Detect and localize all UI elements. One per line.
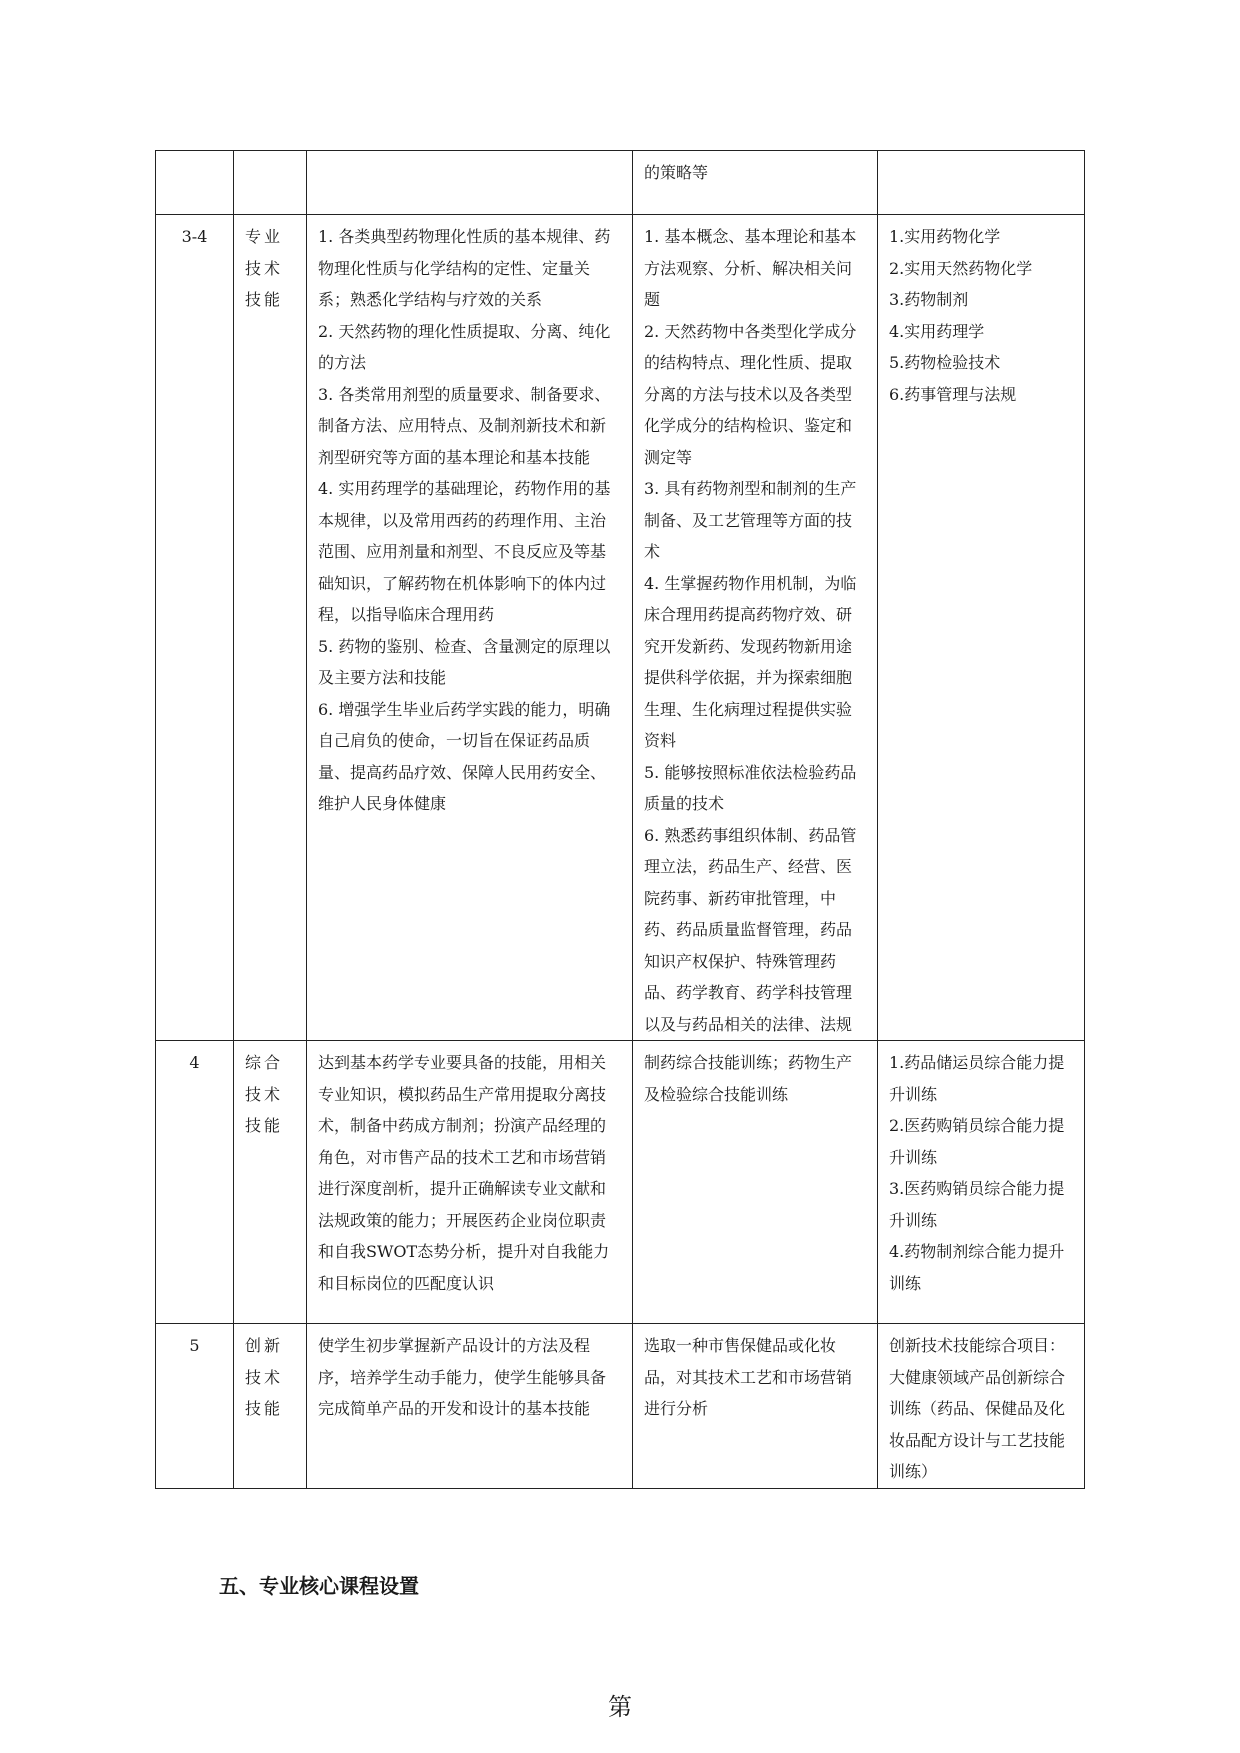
content-item: 3. 各类常用剂型的质量要求、制备要求、制备方法、应用特点、及制剂新技术和新剂型研究等方面的基本理论和基本技能	[318, 384, 611, 467]
semester-cell: 4	[156, 1041, 234, 1324]
table-row	[156, 151, 1085, 215]
content-item: 2. 天然药物的理化性质提取、分离、纯化的方法	[318, 321, 611, 372]
task-cell	[633, 1041, 878, 1324]
content-cell	[307, 151, 633, 215]
task-item: 制药综合技能训练；药物生产及检验综合技能训练	[644, 1053, 853, 1104]
course-item: 4.药物制剂综合能力提升训练	[889, 1242, 1065, 1293]
task-line: 的策略等	[644, 163, 709, 182]
course-item: 6.药事管理与法规	[889, 384, 1017, 404]
content-item: 达到基本药学专业要具备的技能，用相关专业知识，模拟药品生产常用提取分离技术，制备中药成方制剂；扮演产品经理的角色，对市售产品的技术工艺和市场营销进行深度剖析，提升正确解读专业文献和法规政策的能力；开展医药企业岗位职责和自我SWOT态势分析，提升对自我能力和目标岗位的匹配度认识	[318, 1053, 610, 1293]
table-row	[156, 215, 1085, 1041]
category-cell	[234, 151, 307, 215]
semester-cell	[156, 151, 234, 215]
course-item: 4.实用药理学	[889, 321, 985, 341]
content-item: 6. 增强学生毕业后药学实践的能力，明确自己肩负的使命，一切旨在保证药品质量、提高药品疗效、保障人民用药安全、维护人民身体健康	[318, 699, 611, 813]
task-item: 6. 熟悉药事组织体制、药品管理立法，药品生产、经营、医院药事、新药审批管理，中药、药品质量监督管理，药品知识产权保护、特殊管理药品、药学教育、药学科技管理以及与药品相关的法律、法规	[644, 825, 857, 1034]
course-item: 2.实用天然药物化学	[889, 258, 1033, 278]
course-item: 创新技术技能综合项目：大健康领域产品创新综合训练（药品、保健品及化妆品配方设计与工艺技能训练）	[889, 1336, 1066, 1481]
task-item: 选取一种市售保健品或化妆品，对其技术工艺和市场营销进行分析	[644, 1336, 853, 1418]
course-item: 3.医药购销员综合能力提升训练	[889, 1179, 1065, 1230]
content-cell	[307, 1324, 633, 1489]
course-cell	[878, 215, 1085, 1041]
task-item: 4. 生掌握药物作用机制，为临床合理用药提高药物疗效、研究开发新药、发现药物新用途提供科学依据，并为探索细胞生理、生化病理过程提供实验资料	[644, 573, 857, 750]
task-item: 3. 具有药物剂型和制剂的生产制备、及工艺管理等方面的技术	[644, 479, 857, 561]
content-item: 5. 药物的鉴别、检查、含量测定的原理以及主要方法和技能	[318, 636, 611, 687]
curriculum-table	[155, 150, 1085, 1489]
course-item: 1.实用药物化学	[889, 227, 1001, 246]
course-item: 1.药品储运员综合能力提升训练	[889, 1053, 1065, 1104]
task-item: 5. 能够按照标准依法检验药品质量的技术	[644, 762, 857, 813]
content-item: 使学生初步掌握新产品设计的方法及程序，培养学生动手能力，使学生能够具备完成简单产品的开发和设计的基本技能	[318, 1336, 607, 1418]
content-cell	[307, 215, 633, 1041]
category-cell: 综合技术技能	[234, 1041, 307, 1324]
content-cell	[307, 1041, 633, 1324]
category-cell: 创新技术技能	[234, 1324, 307, 1489]
page-footer: 第	[608, 1693, 632, 1721]
task-cell	[633, 1324, 878, 1489]
content-item: 4. 实用药理学的基础理论，药物作用的基本规律，以及常用西药的药理作用、主治范围、应用剂量和剂型、不良反应及等基础知识，了解药物在机体影响下的体内过程，以指导临床合理用药	[318, 479, 611, 624]
semester-cell: 5	[156, 1324, 234, 1489]
course-item: 2.医药购销员综合能力提升训练	[889, 1116, 1065, 1167]
content-item: 1. 各类典型药物理化性质的基本规律、药物理化性质与化学结构的定性、定量关系；熟悉化学结构与疗效的关系	[318, 227, 611, 309]
course-item: 3.药物制剂	[889, 290, 969, 309]
course-item: 5.药物检验技术	[889, 353, 1001, 372]
category-cell: 专业技术技能	[234, 215, 307, 1041]
table-row	[156, 1324, 1085, 1489]
task-cell	[633, 215, 878, 1041]
table-row	[156, 1041, 1085, 1324]
section-heading: 五、专业核心课程设置	[219, 1574, 419, 1598]
course-cell	[878, 1324, 1085, 1489]
course-cell	[878, 1041, 1085, 1324]
task-cell	[633, 151, 878, 215]
course-cell	[878, 151, 1085, 215]
task-item: 1. 基本概念、基本理论和基本方法观察、分析、解决相关问题	[644, 227, 857, 309]
task-item: 2. 天然药物中各类型化学成分的结构特点、理化性质、提取分离的方法与技术以及各类型化学成分的结构检识、鉴定和测定等	[644, 321, 857, 467]
semester-cell: 3-4	[156, 215, 234, 1041]
